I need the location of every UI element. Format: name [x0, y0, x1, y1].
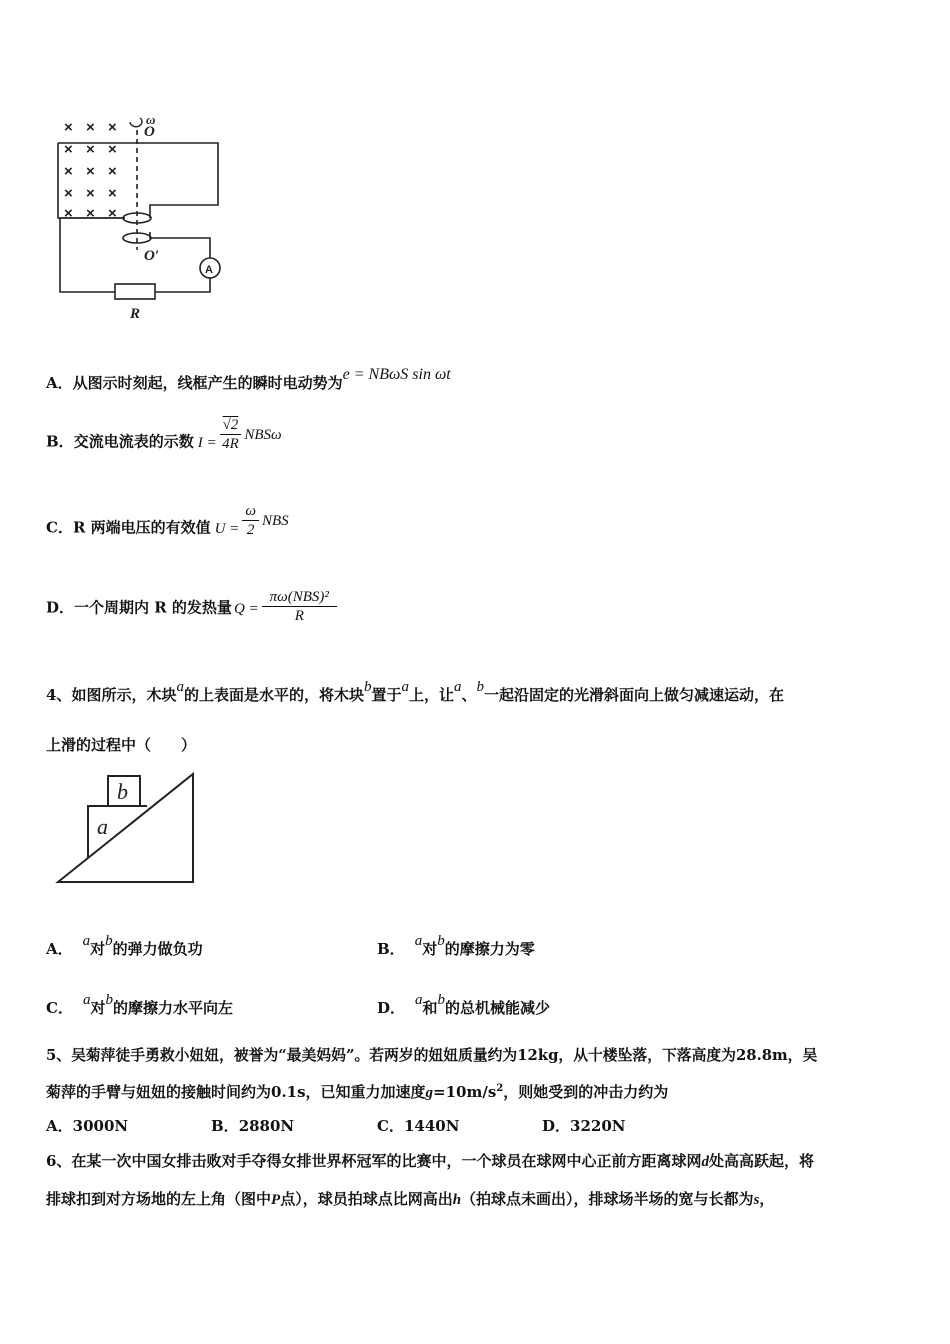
q4-stem-line2: 上滑的过程中（ ）: [46, 736, 197, 754]
q4-option-d: D． a和b的总机械能减少: [377, 992, 551, 1017]
field-x: ×: [86, 185, 95, 202]
field-x: ×: [86, 141, 95, 158]
axis-top-label: O: [144, 124, 155, 140]
field-x: ×: [108, 141, 117, 158]
field-x: ×: [64, 119, 73, 136]
field-x: ×: [86, 205, 95, 222]
block-b-label: b: [117, 779, 128, 804]
q6-stem-line2: 排球扣到对方场地的左上角（图中P点），球员拍球点比网高出h（拍球点未画出），排球场半场的宽与长都为s，: [46, 1190, 775, 1208]
q3-option-c: C．R 两端电压的有效值 U = $\frac{\omega}{2}$ NBS: [46, 503, 289, 538]
ammeter-label: A: [205, 264, 213, 276]
coil-circuit-figure: [40, 110, 240, 325]
field-x: ×: [86, 119, 95, 136]
field-x: ×: [86, 163, 95, 180]
q4-stem-line1: 4、如图所示，木块a的上表面是水平的，将木块b置于a上，让a、b一起沿固定的光滑斜面向上做匀减速运动，在: [46, 679, 785, 704]
formula-a: e = NBωS sin ωt: [342, 366, 451, 383]
q5-option-c: C．1440N: [377, 1117, 460, 1135]
field-x: ×: [64, 141, 73, 158]
incline-figure: [52, 768, 202, 890]
field-x: ×: [64, 205, 73, 222]
resistor-label: R: [130, 306, 141, 322]
block-a-label: a: [97, 814, 108, 839]
omega-label: ω: [146, 112, 156, 127]
q5-option-a: A．3000N: [46, 1117, 129, 1135]
field-x: ×: [64, 163, 73, 180]
q5-option-b: B．2880N: [211, 1117, 295, 1135]
q4-option-b: B． a对b的摩擦力为零: [377, 933, 535, 958]
axis-bottom-label: O′: [144, 248, 160, 264]
q4-option-a: A． a对b的弹力做负功: [46, 933, 203, 958]
field-x: ×: [108, 205, 117, 222]
q3-option-d: D．一个周期内 R 的发热量 Q = $\frac{\text{πω(NBS)²}}{R}$: [46, 590, 340, 627]
field-x: ×: [108, 185, 117, 202]
field-x: ×: [108, 119, 117, 136]
field-x: ×: [64, 185, 73, 202]
q6-stem-line1: 6、在某一次中国女排击败对手夺得女排世界杯冠军的比赛中，一个球员在球网中心正前方距离球网d处高高跃起，将: [46, 1152, 814, 1170]
q5-stem-line1: 5、吴菊萍徒手勇救小妞妞，被誉为“最美妈妈”。若两岁的妞妞质量约为12kg，从十楼坠落，下落高度为28.8m，吴: [46, 1047, 818, 1064]
q5-option-d: D．3220N: [542, 1117, 626, 1135]
q3-option-b: B．交流电流表的示数 I = $\frac{√2}{4R}$ NBSω: [46, 417, 282, 452]
field-x: ×: [108, 163, 117, 180]
q5-stem-line2: 菊萍的手臂与妞妞的接触时间约为0.1s，已知重力加速度$g=10m/s^2$，则她受到的冲击力约为: [46, 1083, 669, 1101]
q4-option-c: C． a对b的摩擦力水平向左: [46, 992, 233, 1017]
q3-option-a: A．从图示时刻起，线框产生的瞬时电动势为e = NBωS sin ωt: [46, 366, 451, 392]
